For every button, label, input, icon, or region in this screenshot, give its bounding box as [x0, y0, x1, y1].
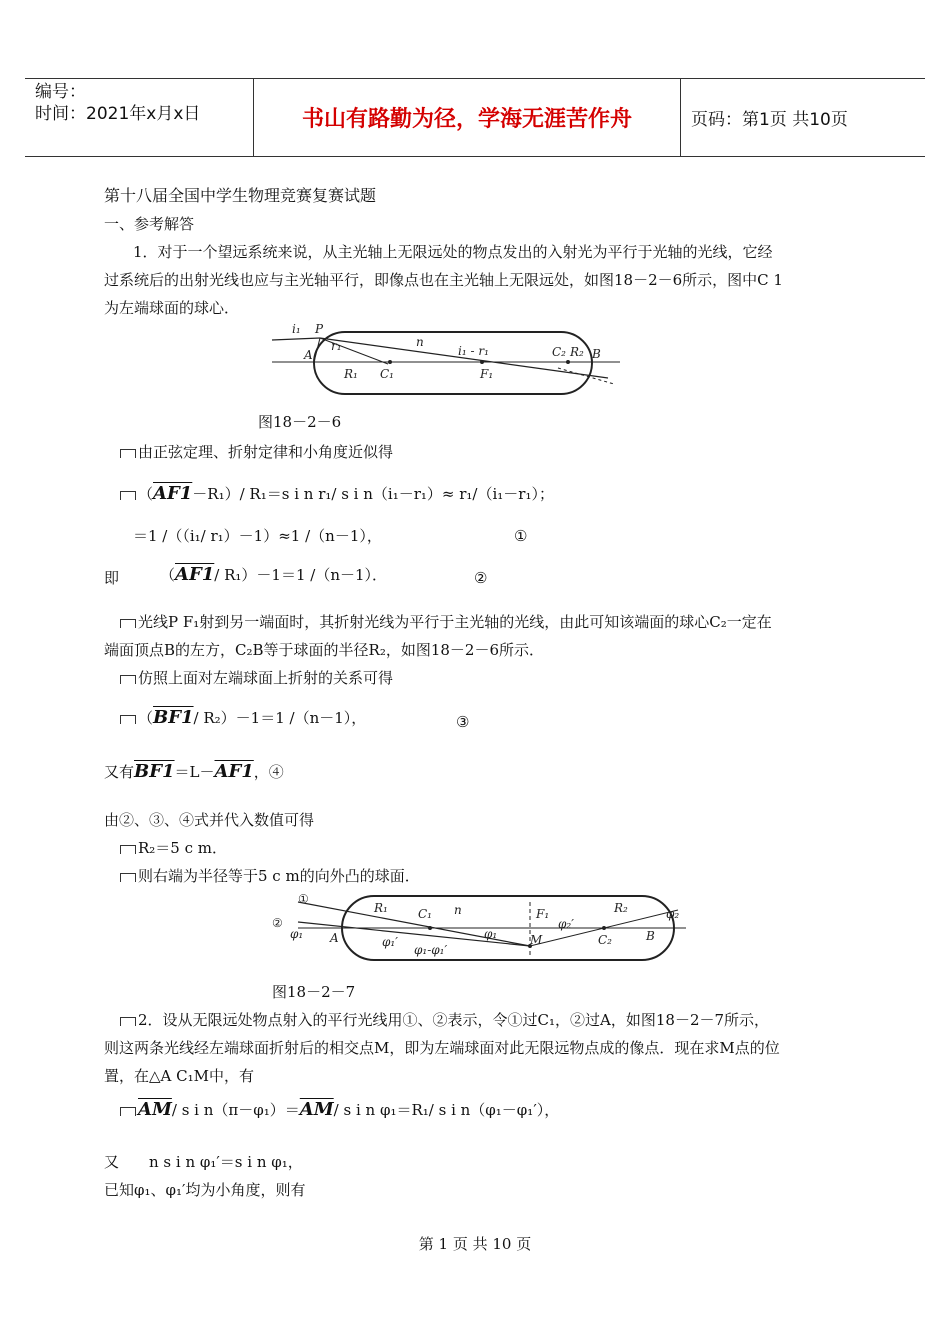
- eq8: 已知φ₁、φ₁′均为小角度，则有: [104, 1181, 306, 1199]
- eq5: 又有BF1＝L－AF1，④: [104, 761, 284, 782]
- header-motto: 书山有路勤为径，学海无涯苦作舟: [253, 79, 681, 156]
- fig1-label-i1: i₁: [292, 322, 301, 336]
- eq3-num: ②: [474, 569, 488, 587]
- figure-18-2-7: [268, 888, 690, 968]
- fig2-label-c1: C₁: [418, 907, 432, 921]
- para3-line1: 2．设从无限远处物点射入的平行光线用①、②表示，令①过C₁，②过A，如图18－2－7所示，: [120, 1010, 769, 1030]
- fig2-label-phi1-left: φ₁: [290, 927, 304, 941]
- fig2-label-n: n: [454, 903, 462, 917]
- fig1-caption: 图18－2－6: [258, 413, 342, 431]
- fig1-label-R1: R₁: [344, 367, 358, 381]
- page-footer: 第 1 页 共 10 页: [418, 1235, 532, 1253]
- fig2-label-f1: F₁: [536, 907, 550, 921]
- figure-18-2-6: [268, 318, 628, 402]
- fig2-label-ray1: ①: [298, 892, 309, 906]
- fig2-label-phi1-mid: φ₁: [484, 927, 498, 941]
- eq4: （BF1/ R₂）－1＝1 /（n－1），: [120, 708, 366, 728]
- step3-text: 由②、③、④式并代入数值可得: [104, 811, 315, 829]
- para1-line3: 为左端球面的球心．: [104, 299, 240, 317]
- para3-line3: 置，在△A C₁M中，有: [104, 1067, 254, 1085]
- para1-line1: 1．对于一个望远系统来说，从主光轴上无限远处的物点发出的入射光为平行于光轴的光线，它经: [133, 243, 773, 261]
- fig1-label-c2: C₂: [552, 345, 566, 359]
- para2-line2: 端面顶点B的左方，C₂B等于球面的半径R₂，如图18－2－6所示．: [104, 641, 545, 659]
- fig2-label-ray2: ②: [272, 916, 283, 930]
- fig2-label-phi2: φ₂: [666, 907, 680, 921]
- fig2-label-c2: C₂: [598, 933, 612, 947]
- fig2-label-b: B: [646, 929, 655, 943]
- fig1-label-f1: F₁: [480, 367, 494, 381]
- eq2: ＝1 /（（i₁/ r₁）－1）≈1 /（n－1），: [133, 527, 382, 545]
- para1-line2: 过系统后的出射光线也应与主光轴平行，即像点也在主光轴上无限远处，如图18－2－6所示，图中C 1: [104, 271, 783, 289]
- fig2-label-phi2-prime: φ₂′: [558, 917, 574, 931]
- fig2-caption: 图18－2－7: [272, 983, 356, 1001]
- fig1-label-r2: R₂: [570, 345, 584, 359]
- fig2-label-R1: R₁: [374, 901, 388, 915]
- result-r2: R₂＝5 c m．: [120, 838, 227, 858]
- doc-title: 第十八届全国中学生物理竞赛复赛试题: [104, 186, 377, 205]
- section-heading: 一、参考解答: [104, 215, 195, 233]
- fig1-label-c1: C₁: [380, 367, 394, 381]
- header-meta: [25, 79, 253, 156]
- header-page-info: 页码：第1页 共10页: [691, 110, 848, 130]
- fig2-label-m: M: [530, 933, 543, 947]
- eq2-num: ①: [514, 527, 528, 545]
- eq1: （AF1－R₁）/ R₁＝s i n r₁/ s i n（i₁－r₁）≈ r₁/（i₁－r₁）；: [120, 484, 554, 504]
- fig2-label-phi-diff: φ₁-φ₁′: [414, 943, 448, 957]
- eq7: 又 n s i n φ₁′＝s i n φ₁，: [104, 1153, 303, 1171]
- header-table: [25, 78, 925, 157]
- para2-line1: 光线P F₁射到另一端面时，其折射光线为平行于主光轴的光线，由此可知该端面的球心C₂一定在: [120, 612, 772, 632]
- fig1-label-a: A: [304, 348, 313, 362]
- fig2-label-R2: R₂: [614, 901, 628, 915]
- number-label: 编号：: [35, 82, 86, 102]
- eq3: （AF1/ R₁）－1＝1 /（n－1）．: [160, 564, 388, 585]
- time-label: 时间：2021年x月x日: [35, 104, 201, 124]
- fig1-label-b: B: [592, 347, 601, 361]
- fig1-label-p: P: [315, 322, 324, 336]
- fig1-label-i1-r1: i₁ - r₁: [458, 344, 489, 358]
- fig2-label-a: A: [330, 931, 339, 945]
- fig2-label-phi1-prime: φ₁′: [382, 935, 398, 949]
- step1-text: 由正弦定理、折射定律和小角度近似得: [120, 442, 393, 462]
- eq3-prefix: 即: [104, 569, 120, 587]
- para3-line2: 则这两条光线经左端球面折射后的相交点M，即为左端球面对此无限远物点成的像点．现在求M点的位: [104, 1039, 780, 1057]
- fig1-label-r1: r₁: [331, 339, 342, 353]
- step2-text: 仿照上面对左端球面上折射的关系可得: [120, 668, 393, 688]
- eq4-num: ③: [456, 713, 470, 731]
- eq6: $\overline{AM}/$ s i $n(\pi-\varphi_1)=\overline{AM}/$ s i n φ₁＝R₁/ s i n（φ₁－φ₁′），: [120, 1100, 559, 1120]
- result-text: 则右端为半径等于5 c m的向外凸的球面．: [120, 866, 420, 886]
- fig1-label-n: n: [416, 335, 424, 349]
